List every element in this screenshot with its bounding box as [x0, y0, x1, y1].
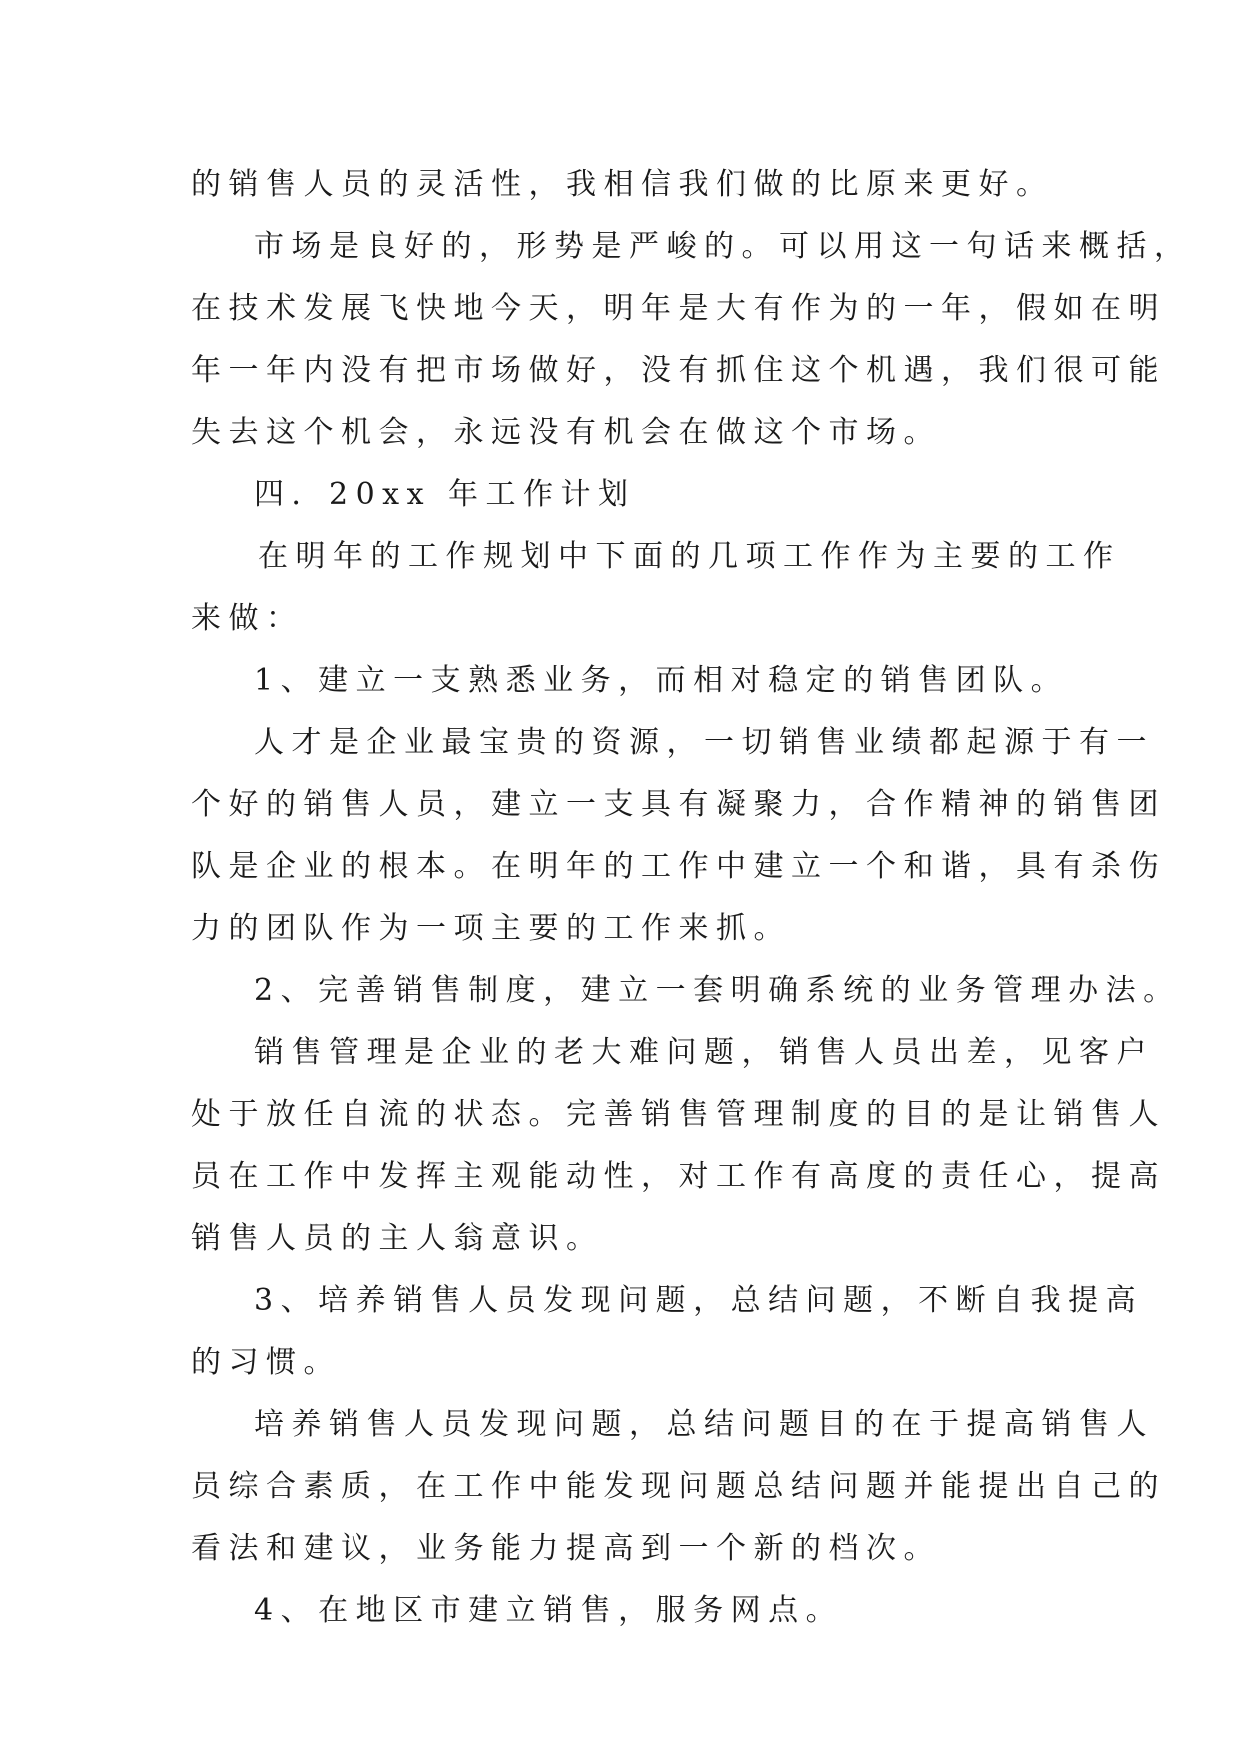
- text-line: 销售管理是企业的老大难问题，销售人员出差，见客户: [254, 1035, 1154, 1070]
- text-line: 队是企业的根本。在明年的工作中建立一个和谐，具有杀伤: [191, 849, 1166, 884]
- list-item-heading: 2、完善销售制度，建立一套明确系统的业务管理办法。: [254, 973, 1181, 1008]
- text-line: 员综合素质，在工作中能发现问题总结问题并能提出自己的: [191, 1469, 1166, 1504]
- text-line: 力的团队作为一项主要的工作来抓。: [191, 911, 791, 946]
- text-line: 年一年内没有把市场做好，没有抓住这个机遇，我们很可能: [191, 353, 1166, 388]
- text-line: 市场是良好的，形势是严峻的。可以用这一句话来概括，: [254, 229, 1192, 264]
- text-line: 人才是企业最宝贵的资源，一切销售业绩都起源于有一: [254, 725, 1154, 760]
- text-line: 个好的销售人员，建立一支具有凝聚力，合作精神的销售团: [191, 787, 1166, 822]
- text-line: 在明年的工作规划中下面的几项工作作为主要的工作: [258, 539, 1121, 574]
- text-line: 的习惯。: [191, 1345, 341, 1380]
- text-line: 失去这个机会，永远没有机会在做这个市场。: [191, 415, 941, 450]
- text-line: 的销售人员的灵活性，我相信我们做的比原来更好。: [191, 167, 1054, 202]
- text-line: 员在工作中发挥主观能动性，对工作有高度的责任心，提高: [191, 1159, 1166, 1194]
- text-line: 看法和建议，业务能力提高到一个新的档次。: [191, 1531, 941, 1566]
- text-line: 处于放任自流的状态。完善销售管理制度的目的是让销售人: [191, 1097, 1166, 1132]
- text-line: 在技术发展飞快地今天，明年是大有作为的一年，假如在明: [191, 291, 1166, 326]
- list-item-heading: 1、建立一支熟悉业务，而相对稳定的销售团队。: [254, 663, 1069, 698]
- list-item-heading: 3、培养销售人员发现问题，总结问题，不断自我提高: [254, 1283, 1144, 1318]
- list-item-heading: 4、在地区市建立销售，服务网点。: [254, 1593, 844, 1628]
- text-line: 销售人员的主人翁意识。: [191, 1221, 604, 1256]
- text-line: 培养销售人员发现问题，总结问题目的在于提高销售人: [254, 1407, 1154, 1442]
- text-line: 来做：: [191, 601, 304, 636]
- section-heading: 四．20xx 年工作计划: [254, 477, 636, 512]
